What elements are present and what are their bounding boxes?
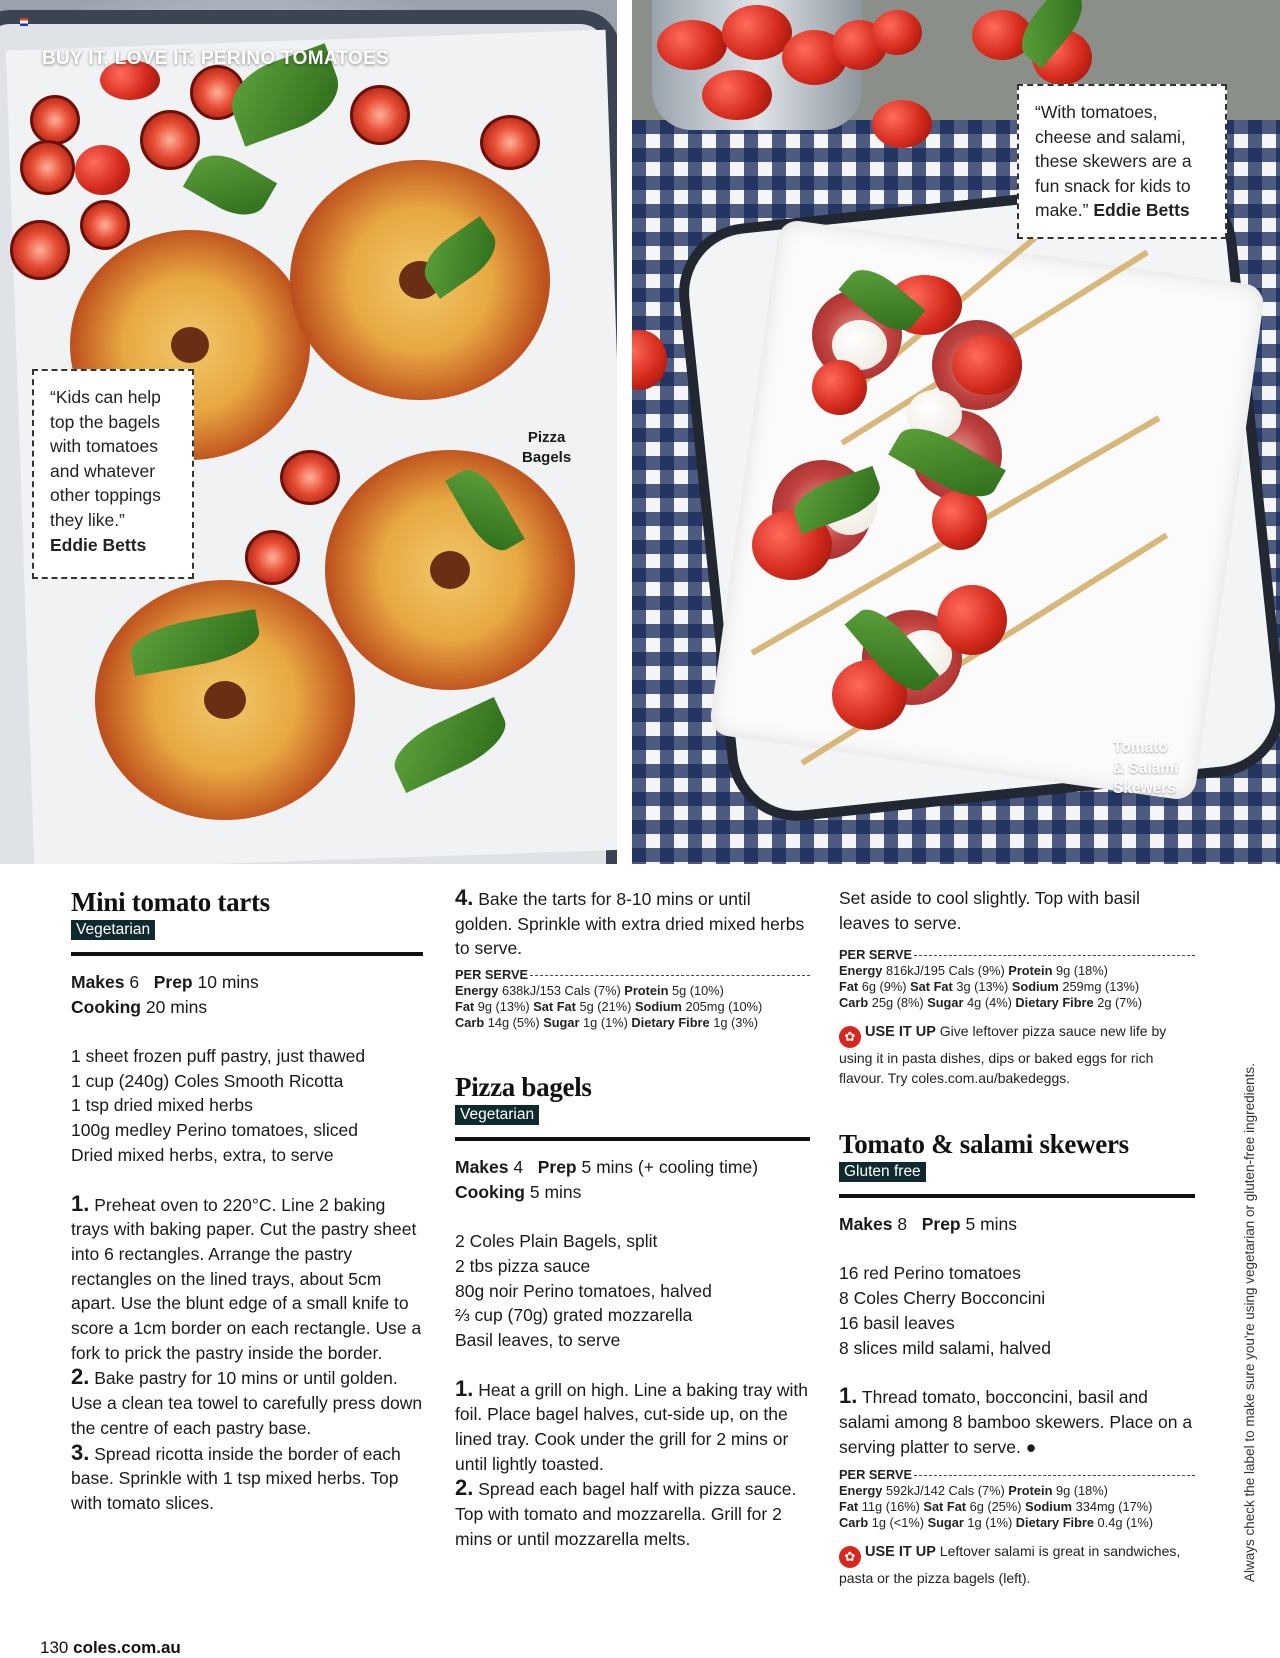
leaf-icon: ✿ bbox=[839, 1026, 861, 1048]
ingredient: 80g noir Perino tomatoes, halved bbox=[455, 1280, 712, 1301]
tomato-half bbox=[350, 85, 410, 145]
tomato bbox=[932, 490, 987, 550]
quote-box-kids bbox=[32, 369, 194, 579]
tomato-half bbox=[245, 530, 300, 585]
footer-site-link[interactable]: coles.com.au bbox=[73, 1638, 181, 1657]
ingredient: 1 sheet frozen puff pastry, just thawed bbox=[71, 1046, 366, 1066]
method-step: 3. Spread ricotta inside the border of each base. Sprinkle with 1 tsp mixed herbs. Top with tomato slices. bbox=[71, 1439, 401, 1513]
tomato-half bbox=[480, 115, 540, 170]
ingredient-list bbox=[71, 1044, 423, 1168]
quote-box-skewers bbox=[1017, 84, 1227, 239]
diet-badge: Gluten free bbox=[839, 1162, 926, 1182]
tomato-half bbox=[30, 95, 80, 145]
quote-text: “Kids can help top the bagels with tomatoes and whatever other toppings they like.” bbox=[50, 387, 161, 530]
page-footer bbox=[40, 1638, 181, 1658]
ingredient: 2 tbs pizza sauce bbox=[455, 1255, 591, 1276]
divider bbox=[455, 1137, 810, 1141]
skewers-label: Tomato & Salami Skewers bbox=[1113, 739, 1179, 797]
leaf-icon: ✿ bbox=[839, 1546, 861, 1568]
diet-badge: Vegetarian bbox=[455, 1105, 539, 1125]
method-step: 2. Spread each bagel half with pizza sauce. Top with tomato and mozzarella. Grill for 2 mins or until mozzarella melts. bbox=[455, 1475, 797, 1549]
flag-icon bbox=[20, 18, 28, 26]
column-middle bbox=[455, 886, 810, 1552]
ingredient-list bbox=[839, 1261, 1195, 1360]
page-number: 130 bbox=[40, 1638, 69, 1657]
column-right bbox=[839, 886, 1195, 1588]
method-step: 1. Thread tomato, bocconcini, basil and salami among 8 bamboo skewers. Place on a serving platter to serve. ● bbox=[839, 1383, 1193, 1457]
quote-author: Eddie Betts bbox=[50, 534, 147, 555]
ingredient: 1 tsp dried mixed herbs bbox=[71, 1095, 253, 1116]
ingredient: 8 Coles Cherry Bocconcini bbox=[839, 1288, 1046, 1309]
recipe-mini-tomato-tarts bbox=[71, 886, 423, 1516]
recipe-tomato-salami-skewers bbox=[839, 1128, 1195, 1588]
nutrition-panel: PER SERVE Energy 592kJ/142 Cals (7%) Protein 9g (18%) Fat 11g (16%) Sat Fat 6g (25%) Sodium 334mg (17%) Carb 1g (<1%) Sugar 1g (1%) Dietary Fibre 0.4g (1%) bbox=[839, 1467, 1195, 1531]
tomato bbox=[75, 145, 130, 195]
method bbox=[455, 886, 810, 961]
ingredient: 100g medley Perino tomatoes, sliced bbox=[71, 1120, 358, 1141]
tomato bbox=[937, 585, 1007, 655]
tomato-half bbox=[80, 200, 130, 250]
ingredient: 16 red Perino tomatoes bbox=[839, 1263, 1021, 1284]
recipe-title: Pizza bagels bbox=[455, 1072, 592, 1103]
recipe-title: Mini tomato tarts bbox=[71, 887, 270, 917]
use-it-up-tip: ✿ USE IT UP Leftover salami is great in sandwiches, pasta or the pizza bagels (left). bbox=[839, 1543, 1181, 1587]
recipe-meta: Makes 4 Prep 5 mins (+ cooling time) Cooking 5 mins bbox=[455, 1157, 759, 1203]
tomato-half bbox=[280, 450, 340, 505]
method-step: 4. Bake the tarts for 8-10 mins or until golden. Sprinkle with extra dried mixed herbs to serve. bbox=[455, 885, 805, 959]
method-continued: Set aside to cool slightly. Top with basil leaves to serve. bbox=[839, 888, 1140, 933]
divider bbox=[71, 952, 423, 956]
quote-text: “With tomatoes, cheese and salami, these skewers are a fun snack for kids to make.” bbox=[1035, 102, 1192, 221]
method-step: 1. Heat a grill on high. Line a baking tray with foil. Place bagel halves, cut-side up, on the lined tray. Cook under the grill for 2 mins or until lightly toasted. bbox=[455, 1375, 809, 1474]
recipe-meta: Makes 6 Prep 10 mins Cooking 20 mins bbox=[71, 972, 259, 1017]
tomato-half bbox=[20, 140, 75, 195]
tomato bbox=[812, 360, 867, 415]
method bbox=[71, 1192, 423, 1516]
tomato bbox=[872, 100, 932, 148]
recipe-meta: Makes 8 Prep 5 mins bbox=[839, 1214, 1018, 1235]
tomato bbox=[872, 10, 922, 55]
tomato bbox=[952, 335, 1022, 395]
feature-tag: BUY IT, LOVE IT: PERINO TOMATOES bbox=[42, 48, 390, 69]
nutrition-panel: PER SERVE Energy 816kJ/195 Cals (9%) Protein 9g (18%) Fat 6g (9%) Sat Fat 3g (13%) Sodium 259mg (13%) Carb 25g (8%) Sugar 4g (4%) Dietary Fibre 2g (7%) bbox=[839, 947, 1195, 1011]
ingredient: 16 basil leaves bbox=[839, 1312, 955, 1333]
ingredient: Dried mixed herbs, extra, to serve bbox=[71, 1144, 334, 1165]
method bbox=[839, 1384, 1195, 1459]
quote-author: Eddie Betts bbox=[1093, 200, 1190, 221]
ingredient: ⅔ cup (70g) grated mozzarella bbox=[455, 1305, 693, 1326]
use-it-up-tip: ✿ USE IT UP Give leftover pizza sauce new life by using it in pasta dishes, dips or baked eggs for rich flavour. Try coles.com.au/bakedeggs. bbox=[839, 1023, 1167, 1087]
tomato-half bbox=[140, 110, 200, 170]
pizza-bagel bbox=[290, 160, 550, 400]
tomato-half bbox=[10, 220, 70, 280]
method-step: 2. Bake pastry for 10 mins or until golden. Use a clean tea towel to carefully press down the centre of each pastry base. bbox=[71, 1364, 423, 1438]
diet-badge: Vegetarian bbox=[71, 920, 155, 940]
recipe-title: Tomato & salami skewers bbox=[839, 1129, 1129, 1160]
method-step: 1. Preheat oven to 220°C. Line 2 baking trays with baking paper. Cut the pastry sheet into 6 rectangles. Arrange the pastry rectangles on the lined trays, about 5cm apart. Use the blunt edge of a small knife to score a 1cm border on each rectangle. Use a fork to prick the pastry inside the border. bbox=[71, 1190, 422, 1363]
divider bbox=[839, 1194, 1195, 1198]
side-note: Always check the label to make sure you're using vegetarian or gluten-free ingredients. bbox=[1242, 1063, 1257, 1582]
tomato bbox=[702, 70, 772, 120]
nutrition-panel: PER SERVE Energy 638kJ/153 Cals (7%) Protein 5g (10%) Fat 9g (13%) Sat Fat 5g (21%) Sodium 205mg (10%) Carb 14g (5%) Sugar 1g (1%) Dietary Fibre 1g (3%) bbox=[455, 967, 810, 1031]
tomato bbox=[657, 20, 727, 70]
pizza-bagels-label: Pizza Bagels bbox=[522, 429, 572, 466]
ingredient: Basil leaves, to serve bbox=[455, 1329, 621, 1350]
method bbox=[455, 1377, 810, 1552]
ingredient-list bbox=[455, 1229, 810, 1353]
ingredient: 1 cup (240g) Coles Smooth Ricotta bbox=[71, 1070, 344, 1091]
ingredient: 8 slices mild salami, halved bbox=[839, 1337, 1052, 1358]
recipe-pizza-bagels bbox=[455, 1071, 810, 1551]
ingredient: 2 Coles Plain Bagels, split bbox=[455, 1231, 658, 1252]
